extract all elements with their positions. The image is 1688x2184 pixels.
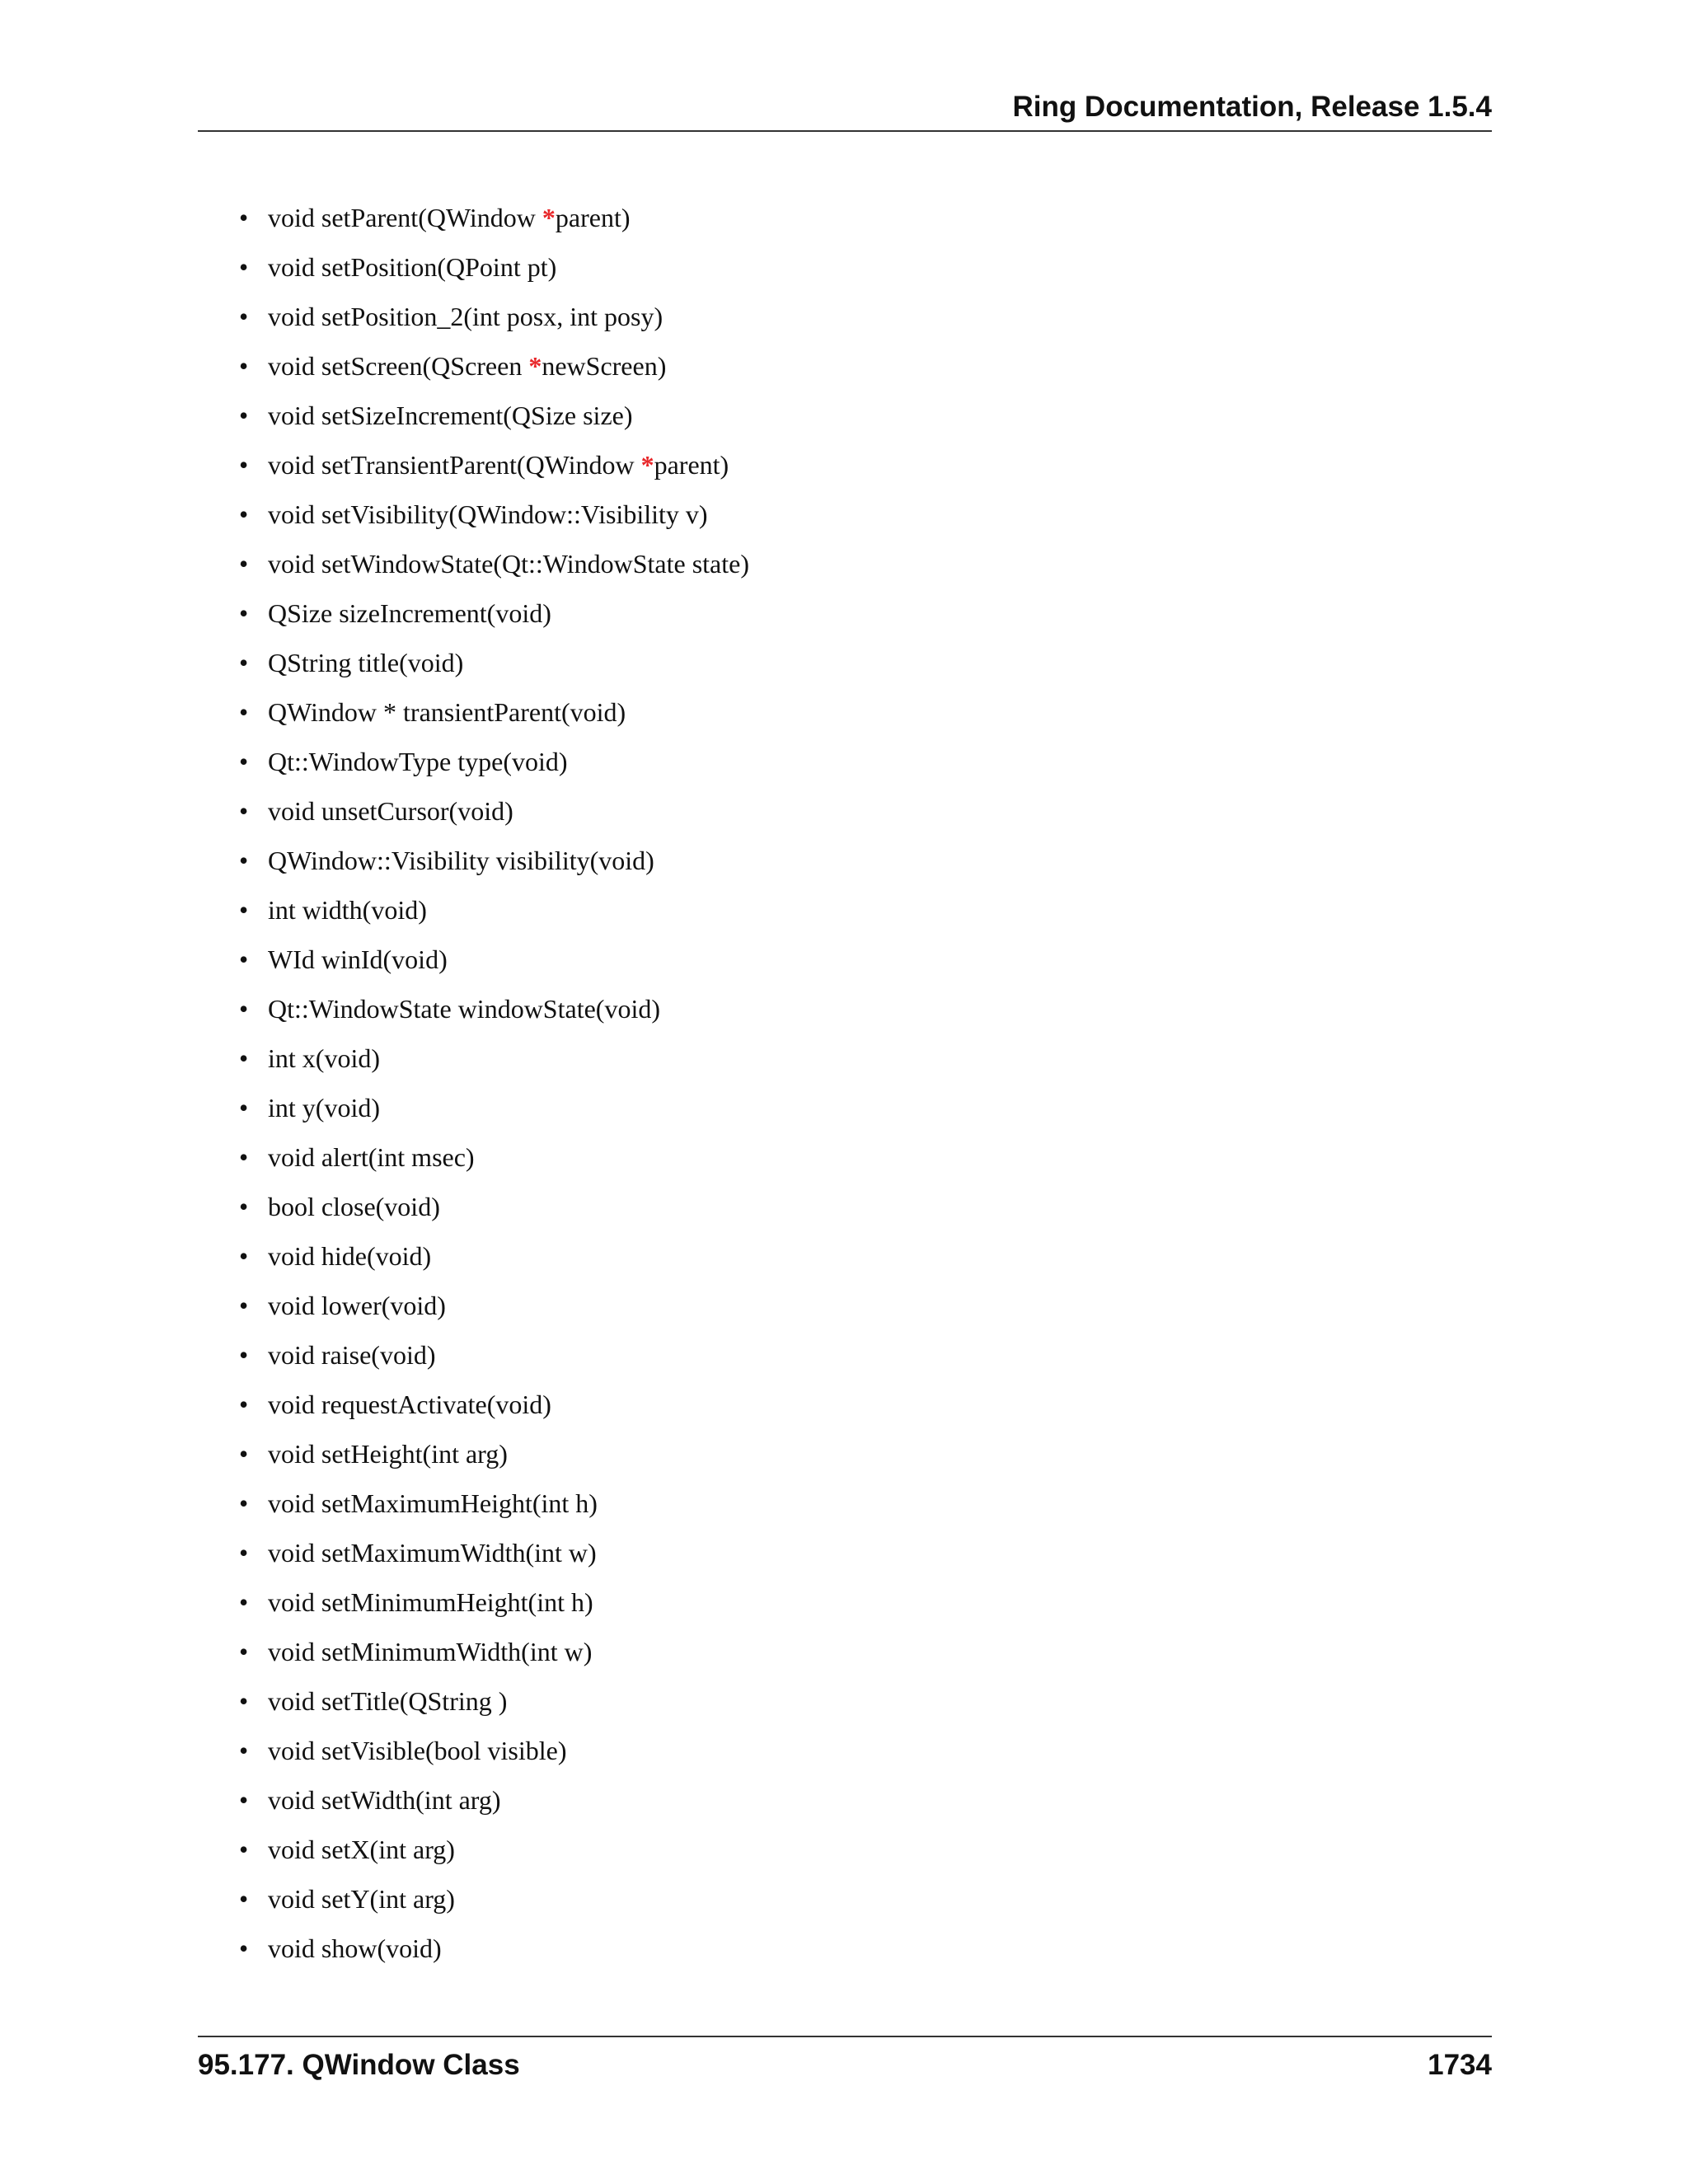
method-signature: void setMaximumHeight(int h) <box>268 1488 598 1518</box>
method-item <box>239 539 749 588</box>
method-item <box>239 1775 749 1825</box>
method-item <box>239 1182 749 1231</box>
method-item <box>239 1231 749 1281</box>
bullet-icon: • <box>239 1390 249 1419</box>
page-footer <box>198 2036 1492 2087</box>
method-signature: void setX(int arg) <box>268 1835 455 1864</box>
method-signature: void show(void) <box>268 1933 442 1963</box>
bullet-icon: • <box>239 796 249 826</box>
bullet-icon: • <box>239 1637 249 1666</box>
bullet-icon: • <box>239 1884 249 1914</box>
method-item <box>239 242 749 292</box>
bullet-icon: • <box>239 944 249 974</box>
pointer-marker: * <box>528 351 542 381</box>
method-item <box>239 391 749 440</box>
method-item <box>239 1380 749 1429</box>
bullet-icon: • <box>239 1093 249 1122</box>
method-signature: Qt::WindowType type(void) <box>268 747 568 776</box>
bullet-icon: • <box>239 1736 249 1765</box>
method-item <box>239 786 749 836</box>
method-list <box>239 193 749 1973</box>
method-item <box>239 1033 749 1083</box>
method-item <box>239 1281 749 1330</box>
method-item <box>239 836 749 885</box>
bullet-icon: • <box>239 747 249 776</box>
method-signature: void setTitle(QString ) <box>268 1686 508 1716</box>
bullet-icon: • <box>239 895 249 925</box>
method-item <box>239 1132 749 1182</box>
page-number: 1734 <box>1428 2049 1492 2081</box>
bullet-icon: • <box>239 1686 249 1716</box>
running-title: Ring Documentation, Release 1.5.4 <box>1012 91 1492 123</box>
method-signature: void unsetCursor(void) <box>268 796 513 826</box>
bullet-icon: • <box>239 598 249 628</box>
method-item <box>239 193 749 242</box>
method-signature: void setParent(QWindow <box>268 203 542 232</box>
bullet-icon: • <box>239 846 249 875</box>
method-item <box>239 984 749 1033</box>
method-signature: void requestActivate(void) <box>268 1390 551 1419</box>
method-signature: void setPosition(QPoint pt) <box>268 252 557 282</box>
bullet-icon: • <box>239 203 249 232</box>
bullet-icon: • <box>239 1142 249 1172</box>
method-signature: void setHeight(int arg) <box>268 1439 508 1469</box>
method-signature: Qt::WindowState windowState(void) <box>268 994 660 1024</box>
method-item <box>239 1676 749 1726</box>
method-signature: void setY(int arg) <box>268 1884 455 1914</box>
method-signature: void setVisibility(QWindow::Visibility v) <box>268 499 708 529</box>
method-item <box>239 1479 749 1528</box>
method-item <box>239 1924 749 1973</box>
method-item <box>239 1330 749 1380</box>
method-item <box>239 1528 749 1577</box>
bullet-icon: • <box>239 697 249 727</box>
method-signature: QWindow * transientParent(void) <box>268 697 626 727</box>
method-item <box>239 440 749 490</box>
bullet-icon: • <box>239 1835 249 1864</box>
bullet-icon: • <box>239 648 249 677</box>
bullet-icon: • <box>239 549 249 579</box>
method-item <box>239 737 749 786</box>
method-signature: void hide(void) <box>268 1241 432 1271</box>
bullet-icon: • <box>239 252 249 282</box>
bullet-icon: • <box>239 1291 249 1320</box>
method-signature: void setScreen(QScreen <box>268 351 529 381</box>
bullet-icon: • <box>239 1933 249 1963</box>
method-item <box>239 1577 749 1627</box>
method-signature: void setWidth(int arg) <box>268 1785 501 1815</box>
bullet-icon: • <box>239 302 249 331</box>
bullet-icon: • <box>239 994 249 1024</box>
method-item <box>239 687 749 737</box>
method-signature: QString title(void) <box>268 648 464 677</box>
method-item <box>239 885 749 935</box>
method-signature: void lower(void) <box>268 1291 446 1320</box>
method-item <box>239 638 749 687</box>
method-signature: void alert(int msec) <box>268 1142 475 1172</box>
bullet-icon: • <box>239 401 249 430</box>
method-signature: void setMinimumWidth(int w) <box>268 1637 593 1666</box>
bullet-icon: • <box>239 450 249 480</box>
method-signature: int width(void) <box>268 895 427 925</box>
pointer-marker: * <box>640 450 654 480</box>
page-header <box>198 89 1492 132</box>
method-signature: QWindow::Visibility visibility(void) <box>268 846 654 875</box>
method-signature: bool close(void) <box>268 1192 440 1221</box>
bullet-icon: • <box>239 499 249 529</box>
bullet-icon: • <box>239 1488 249 1518</box>
method-signature: void setSizeIncrement(QSize size) <box>268 401 633 430</box>
bullet-icon: • <box>239 1241 249 1271</box>
section-title: 95.177. QWindow Class <box>198 2049 520 2081</box>
method-signature: QSize sizeIncrement(void) <box>268 598 551 628</box>
method-signature: void setVisible(bool visible) <box>268 1736 567 1765</box>
method-signature-rest: parent) <box>555 203 631 232</box>
method-signature: int x(void) <box>268 1043 380 1073</box>
method-signature: void raise(void) <box>268 1340 436 1370</box>
method-signature: void setPosition_2(int posx, int posy) <box>268 302 663 331</box>
method-item <box>239 1627 749 1676</box>
method-item <box>239 935 749 984</box>
bullet-icon: • <box>239 1340 249 1370</box>
method-item <box>239 1874 749 1924</box>
method-signature: void setMaximumWidth(int w) <box>268 1538 597 1568</box>
method-item <box>239 292 749 341</box>
method-item <box>239 490 749 539</box>
bullet-icon: • <box>239 1785 249 1815</box>
method-signature-rest: parent) <box>654 450 729 480</box>
bullet-icon: • <box>239 351 249 381</box>
method-signature: void setTransientParent(QWindow <box>268 450 641 480</box>
pointer-marker: * <box>542 203 556 232</box>
method-item <box>239 1429 749 1479</box>
method-signature: void setWindowState(Qt::WindowState state) <box>268 549 749 579</box>
method-signature: WId winId(void) <box>268 944 448 974</box>
bullet-icon: • <box>239 1043 249 1073</box>
method-item <box>239 1083 749 1132</box>
method-item <box>239 1825 749 1874</box>
method-item <box>239 1726 749 1775</box>
bullet-icon: • <box>239 1538 249 1568</box>
bullet-icon: • <box>239 1439 249 1469</box>
method-item <box>239 588 749 638</box>
bullet-icon: • <box>239 1192 249 1221</box>
method-signature: void setMinimumHeight(int h) <box>268 1587 593 1617</box>
bullet-icon: • <box>239 1587 249 1617</box>
method-signature-rest: newScreen) <box>542 351 667 381</box>
method-item <box>239 341 749 391</box>
method-signature: int y(void) <box>268 1093 380 1122</box>
